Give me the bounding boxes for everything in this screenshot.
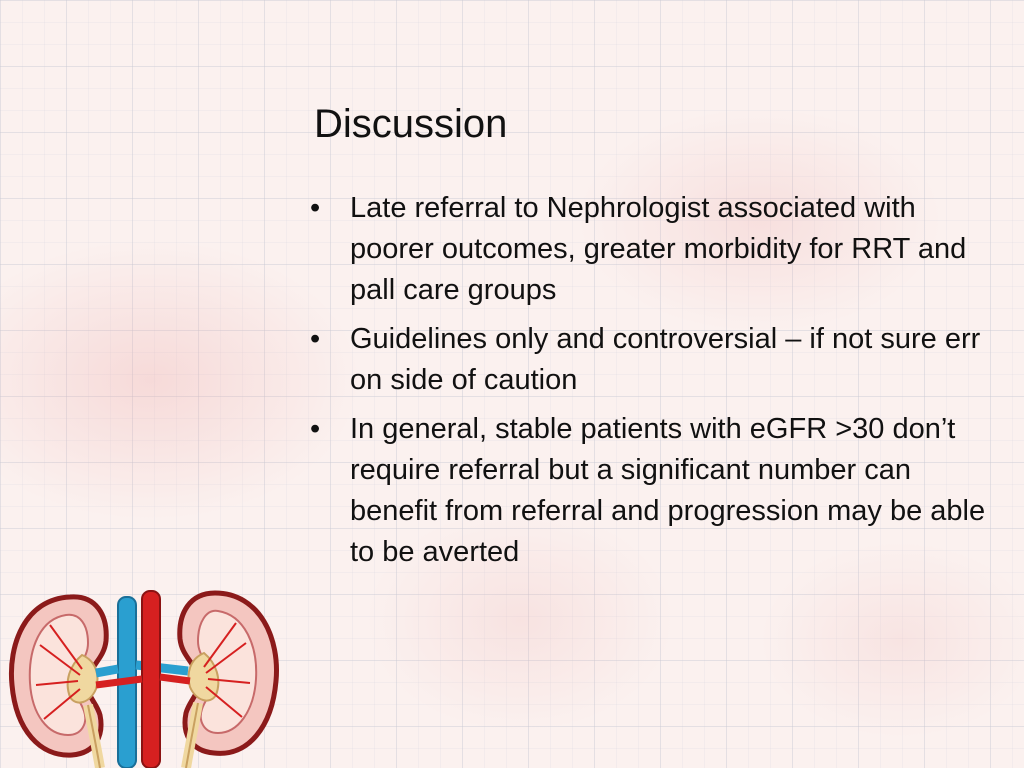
right-kidney-icon [180,593,277,768]
bullet-item [306,409,996,573]
bullet-text: Late referral to Nephrologist associated with poorer outcomes, greater morbidity for RRT and pall care groups [350,192,967,306]
bullet-text: In general, stable patients with eGFR >30 don’t require referral but a significant number can benefit from referral and progression may be able to be averted [350,413,986,568]
kidney-illustration-icon [0,585,290,768]
bullet-item [306,188,996,311]
bullet-marker: • [310,192,321,224]
bullet-item [306,319,996,401]
bullet-marker: • [310,413,321,445]
artery-icon [96,591,190,768]
slide-title: Discussion [314,102,508,146]
left-kidney-icon [11,597,106,768]
bullet-list [306,188,996,581]
bullet-marker: • [310,323,321,355]
bullet-text: Guidelines only and controversial – if not sure err on side of caution [350,323,981,396]
